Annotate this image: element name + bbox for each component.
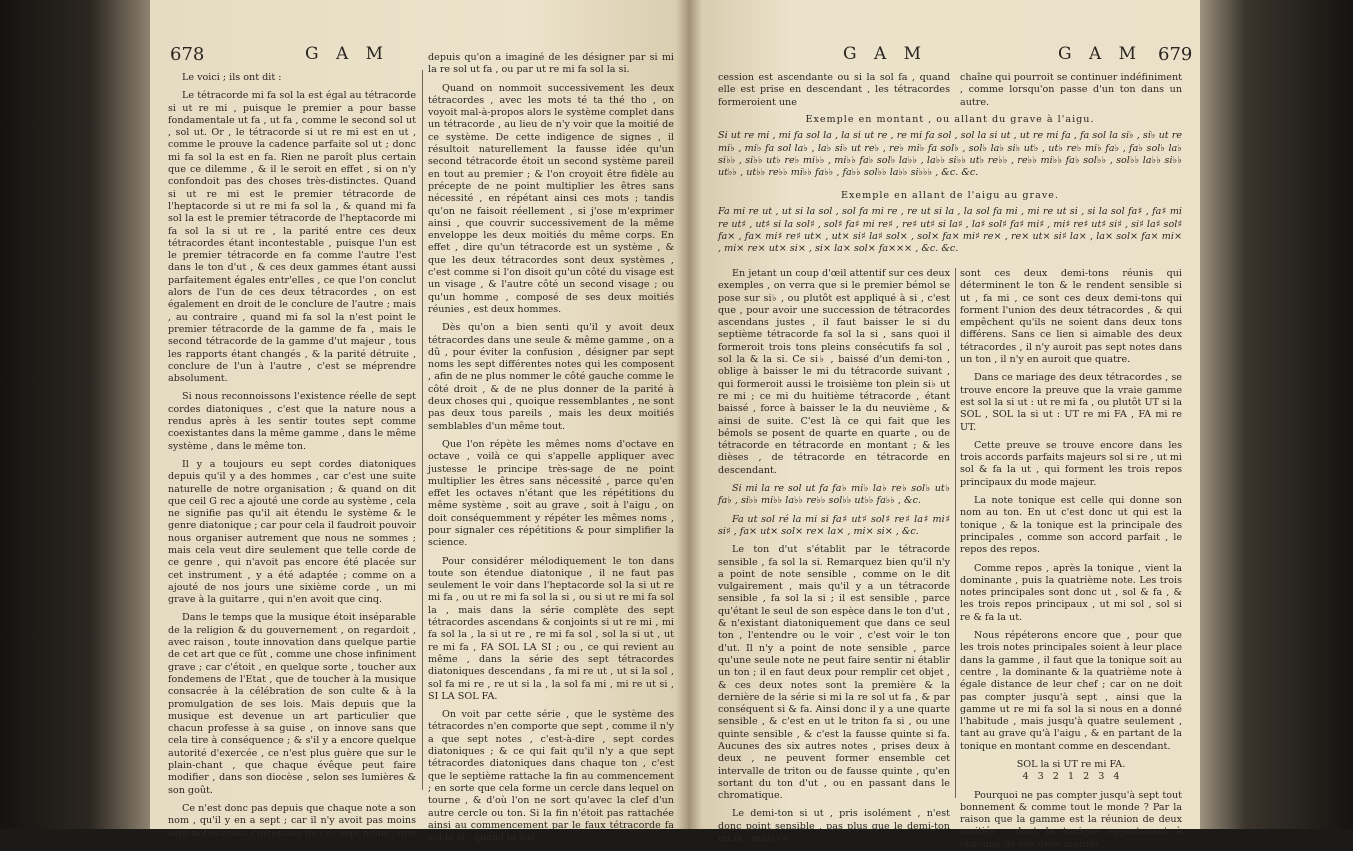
column-rule	[422, 70, 423, 790]
example-title: Exemple en montant , ou allant du grave à l'aigu.	[805, 114, 1095, 125]
example-notes: Si ut re mi , mi fa sol la , la si ut re , re mi fa sol , sol la si ut , ut re mi fa , fa sol la si♭ , si♭ ut re mi♭ , mi♭ fa sol la♭ , la♭ si♭ ut re♭ , re♭ mi♭ fa sol♭ , sol♭ la♭ si♭ ut♭ , ut♭ re♭ mi♭ fa♭ , fa♭ sol♭ la♭ si♭♭ , si♭♭ ut♭ re♭ mi♭♭ , mi♭♭ fa♭ sol♭ la♭♭ , la♭♭ si♭♭ ut♭ re♭♭ , re♭♭ mi♭♭ fa♭ sol♭♭ , sol♭♭ la♭♭ si♭♭ ut♭♭ , ut♭♭ re♭♭ mi♭♭ fa♭♭ , fa♭♭ sol♭♭ la♭♭ si♭♭♭ , &c. &c.	[718, 130, 1182, 179]
paragraph: La note tonique est celle qui donne son nom au ton. En ut c'est donc ut qui est la tonique , & la tonique est la principale des principales , comme son accord parfait , le repos des repos.	[960, 495, 1182, 556]
page-number-left: 678	[170, 44, 205, 65]
left-page-column-2	[428, 52, 674, 844]
column-rule	[955, 268, 956, 798]
running-head-right: G A M	[843, 44, 928, 64]
paragraph: Comme repos , après la tonique , vient la dominante , puis la quatrième note. Les trois notes principales sont donc ut , sol & fa , & les trois repos principaux , ut mi sol , sol si re & fa la ut.	[960, 562, 1182, 623]
book-gutter	[676, 0, 702, 829]
paragraph: Si mi la re sol ut fa fa♭ mi♭ la♭ re♭ sol♭ ut♭ fa♭ , si♭♭ mi♭♭ la♭♭ re♭♭ sol♭♭ ut♭♭ fa♭♭ , &c.	[718, 483, 950, 507]
paragraph: Fa ut sol ré la mi si fa♯ ut♯ sol♯ re♯ la♯ mi♯ si♯ , fa× ut× sol× re× la× , mi× si× , &c.	[718, 513, 950, 537]
right-page-stack	[1200, 0, 1353, 829]
paragraph: sont ces deux demi-tons réunis qui déterminent le ton & le rendent sensible si ut , fa mi , ce sont ces deux demi-tons qui forment l'union des deux tétracordes , & qui empêchent qu'ils ne soient dans deux tons différens. Sans ce lien si aimable des deux tétracordes , il n'y auroit pas sept notes dans un ton , il n'y en auroit que quatre.	[960, 268, 1182, 366]
paragraph: Ce n'est donc pas depuis que chaque note a son nom , qu'il y en a sept ; car il n'y avoit pas moins sept notes avant l'invention de ces sept noms , que	[168, 802, 416, 839]
paragraph: Si nous reconnoissons l'existence réelle de sept cordes diatoniques , c'est que la nature nous a rendus après à les sentir toutes sept comme coexistantes dans la même gamme , dans le même système , dans le même ton.	[168, 391, 416, 452]
right-page-column-1	[718, 268, 950, 845]
paragraph: chaîne qui pourroit se continuer indéfiniment , comme lorsqu'on passe d'un ton dans un autre.	[960, 72, 1182, 108]
right-top-text-2	[960, 72, 1182, 108]
paragraph: Pour considérer mélodiquement le ton dans toute son étendue diatonique , il ne faut pas seulement le voir dans l'heptacorde sol la si ut re mi fa , ou ut re mi fa sol la si , ou si ut re mi fa sol la , mais dans la série complète des sept tétracordes ascendans & conjoints si ut re mi , mi fa sol la , la si ut re , re mi fa sol , sol la si ut , ut re mi fa , FA SOL LA SI ; ou , ce qui revient au même , dans la série des sept tétracordes diatoniques descendans , fa mi re ut , ut si la sol , sol fa mi re , re ut si la , la sol fa mi , mi re ut si , SI LA SOL FA.	[428, 555, 674, 702]
right-page	[688, 0, 1200, 850]
paragraph: Le demi-ton si ut , pris isolément , n'est donc point sensible , pas plus que le demi-ton mi fa ; mais ce	[718, 808, 950, 845]
paragraph: Le ton d'ut s'établit par le tétracorde sensible , fa sol la si. Remarquez bien qu'il n'y a point de note sensible , comme on le dit vulgairement , mais qu'il y a un tétracorde sensible , fa sol la si ; il est sensible , parce qu'étant le seul de son espèce dans le ton d'ut , & n'existant diatoniquement que dans ce seul ton , l'entendre ou le voir , c'est voir le ton d'ut. Il n'y a point de note sensible , parce qu'une seule note ne peut faire sentir ni établir un ton ; il en faut deux pour remplir cet objet , & ces deux notes sont la première & la dernière de la série si mi la re sol ut fa , & par conséquent si & fa. Ainsi donc il y a une quarte sensible , & c'est en ut le triton fa si , ou une quinte sensible , & c'est la fausse quinte si fa. Aucunes des six autres notes , prises deux à deux , ne peuvent former ensemble cet intervalle de triton ou de fausse quinte , qu'en sortant du ton d'ut , ou en passant dans le chromatique.	[718, 544, 950, 802]
paragraph: cession est ascendante ou si la sol fa , quand elle est prise en descendant , les tétracordes formeroient une	[718, 72, 950, 108]
left-page-stack	[0, 0, 150, 829]
paragraph: Nous répéterons encore que , pour que les trois notes principales soient à leur place dans la gamme , il faut que la tonique soit au centre , la dominante & la quatrième note à égale distance de leur chef ; car on ne doit pas compter jusqu'à sept , ainsi que la gamme ut re mi fa sol la si nous en a donné l'habitude , mais jusqu'à quatre seulement , tant au grave qu'à l'aigu , & en partant de la tonique en montant comme en descendant.	[960, 630, 1182, 752]
paragraph: Cette preuve se trouve encore dans les trois accords parfaits majeurs sol si re , ut mi sol & fa la ut , qui forment les trois repos principaux du mode majeur.	[960, 439, 1182, 488]
paragraph: Pourquoi ne pas compter jusqu'à sept tout bonnement & comme tout le monde ? Par la raison que la gamme est la réunion de deux moitiés , dont la tonique appartenant à chacune de ces deux moitiés ,	[960, 789, 1182, 850]
paragraph: En jetant un coup d'œil attentif sur ces deux exemples , on verra que si le premier bémol se pose sur si♭ , ou plutôt est appliqué à si , c'est que , pour avoir une succession de tétracordes ascendans justes , il faut baisser le si du septième tétracorde fa sol la si , sans quoi il formeroit trois tons pleins consécutifs fa sol , sol la & la si. Ce si♭ , baissé d'un demi-ton , oblige à baisser le mi du tétracorde suivant , qui formeroit aussi le troisième ton plein si♭ ut re mi ; ce mi du huitième tétracorde , étant baissé , force à baisser le la du neuvième , & ainsi de suite. C'est là ce qui fait que les bémols se posent de quarte en quarte , ou de tétracorde en tétracorde en montant ; & les dièses , de tétracorde en tétracorde en descendant.	[718, 268, 950, 476]
left-page-column-1	[168, 72, 416, 839]
running-head-right-2: G A M	[1058, 44, 1143, 64]
paragraph: Le voici ; ils ont dit :	[182, 72, 282, 83]
example-title: Exemple en allant de l'aigu au grave.	[841, 190, 1059, 201]
scale-notes: SOL la si UT re mi FA.	[1016, 758, 1126, 770]
example-descending	[718, 184, 1182, 260]
paragraph: Dès qu'on a bien senti qu'il y avoit deux tétracordes dans une seule & même gamme , on a dû , pour éviter la confusion , désigner par sept noms les sept différentes notes qui les composent , afin de ne plus nommer le côté gauche comme le côté droit , & de ne plus donner de la parité à deux choses qui , quoique ressemblantes , ne sont pas deux tous pareils , mais les deux moitiés semblables d'un même tout.	[428, 322, 674, 432]
example-ascending	[718, 108, 1182, 184]
page-number-right: 679	[1158, 44, 1193, 65]
paragraph: depuis qu'on a imaginé de les désigner par si mi la re sol ut fa , ou par ut re mi fa sol la si.	[428, 52, 674, 76]
paragraph: Quand on nommoit successivement les deux tétracordes , avec les mots té ta thé tho , on voyoit mal-à-propos alors le système complet dans un tétracorde , au lieu de n'y voir que la moitié de ce système. De cette indigence de signes , il résultoit naturellement la fausse idée qu'un second tétracorde étoit un second système pareil en tout au premier ; & l'on croyoit être fidèle au précepte de ne point multiplier les êtres sans nécessité , en répétant ainsi ces mots ; tandis qu'on ne faisoit réellement , si j'ose m'exprimer ainsi , que couvrir successivement de la même enveloppe les deux moitiés du même corps. En effet , dire qu'un tétracorde est un système , & que les deux tétracordes sont deux systèmes , c'est comme si l'on disoit qu'un côté du visage est un visage , & l'autre côté un second visage ; ou qu'un homme , composé de ses deux moitiés réunies , est deux hommes.	[428, 82, 674, 315]
running-head-left: G A M	[305, 44, 390, 64]
paragraph: Le tétracorde mi fa sol la est égal au tétracorde si ut re mi , puisque le premier a pour basse fondamentale ut fa , ut fa , comme le second sol ut , sol ut. Or , le tétracorde si ut re mi est en ut , comme le prouve la cadence parfaite sol ut ; donc mi fa sol la est en fa. Rien ne paroît plus certain que ce dilemme , & il le seroit en effet , si on n'y confondoit pas des choses très-distinctes. Quand si ut re mi est le premier tétracorde de l'heptacorde si ut re mi fa sol la , & quand mi fa sol la est le premier tétracorde de l'heptacorde mi fa sol la si ut re , la parité entre ces deux tétracordes étant incontestable , puisque l'un est le premier tétracorde en fa comme l'autre l'est dans le ton d'ut , & ces deux gammes étant aussi parfaitement égales entr'elles , ce que l'on conclut alors de l'un de ces deux tétracordes , on est également en droit de le conclure de l'autre ; mais , au contraire , quand mi fa sol la n'est point le premier tétracorde de la gamme de fa , mais le second tétracorde de la gamme d'ut majeur , tous les rapports étant changés , & la parité détruite , conclure de l'un à l'autre , c'est se méprendre absolument.	[168, 90, 416, 385]
example-notes: Fa mi re ut , ut si la sol , sol fa mi re , re ut si la , la sol fa mi , mi re ut si , si la sol fa♯ , fa♯ mi re ut♯ , ut♯ si la sol♯ , sol♯ fa♯ mi re♯ , re♯ ut♯ si la♯ , la♯ sol♯ fa♯ mi♯ , mi♯ re♯ ut♯ si♯ , si♯ la♯ sol♯ fa× , fa× mi♯ re♯ ut× , ut× si♯ la♯ sol× , sol× fa× mi♯ re× , re× ut× si♯ la× , la× sol× fa× mi× , mi× re× ut× si× , si× la× sol× fa××× , &c. &c.	[718, 206, 1182, 255]
paragraph: Il y a toujours eu sept cordes diatoniques depuis qu'il y a des hommes , car c'est une suite naturelle de notre organisation ; & quand on dit que ceil G rec a ajouté une corde au système , cela ne signifie pas qu'il ait étendu le système & le genre diatonique ; car pour cela il faudroit pouvoir nous organiser autrement que nous ne sommes ; mais cela veut dire seulement que telle corde de ce genre , qui n'avoit pas encore été placée sur cet instrument , y a été adaptée ; comme on a ajouté de nos jours une sixième corde , un mi grave à la guitarre , qui n'en avoit que cinq.	[168, 458, 416, 606]
right-page-column-2	[960, 268, 1182, 850]
left-page	[150, 0, 688, 844]
paragraph: Dans le temps que la musique étoit inséparable de la religion & du gouvernement , on regardoit , avec raison , toute innovation dans quelque partie de cet art que ce fût , comme une chose infiniment grave ; car c'étoit , en quelque sorte , toucher aux fondemens de l'Etat , que de toucher à la musique consacrée à la célébration de son culte & à la promulgation de ses lois. Mais depuis que la musique est devenue un art particulier que chacun professe à sa guise , on innove sans que cela tire à conséquence ; & s'il y a encore quelque autorité d'exercée , ce n'est plus guère que sur le plain-chant , que chaque évêque peut faire modifier , dans son diocèse , selon ses lumières & son goût.	[168, 612, 416, 796]
paragraph: Que l'on répète les mêmes noms d'octave en octave , voilà ce qui s'appelle appliquer avec justesse le principe très-sage de ne point multiplier les êtres sans nécessité , parce qu'en effet les octaves n'étant que les répétitions du même système , soit au grave , soit à l'aigu , on doit conséquemment y répéter les mêmes noms , pour signaler ces répétitions & pour simplifier la science.	[428, 438, 674, 549]
paragraph: Dans ce mariage des deux tétracordes , se trouve encore la preuve que la vraie gamme est sol la si ut : ut re mi fa , ou plutôt UT si la SOL , SOL la si ut : UT re mi FA , FA mi re UT.	[960, 372, 1182, 433]
scale-degrees: 4 3 2 1 2 3 4	[1022, 771, 1120, 783]
right-top-text-1	[718, 72, 950, 108]
paragraph: On voit par cette série , que le système des tétracordes n'en comporte que sept , comme il n'y a que sept notes , c'est-à-dire , sept cordes diatoniques ; & ce qui fait qu'il n'y a que sept tétracordes diatoniques dans chaque ton , c'est que le septième rattache la fin au commencement ; en sorte que cela forme un cercle dans lequel on tourne , & d'où l'on ne sort qu'avec la clef d'un autre cercle ou ton. Si la fin n'étoit pas rattachée ainsi au commencement par le faux tétracorde fa sol la si , quand la suc-	[428, 709, 674, 844]
